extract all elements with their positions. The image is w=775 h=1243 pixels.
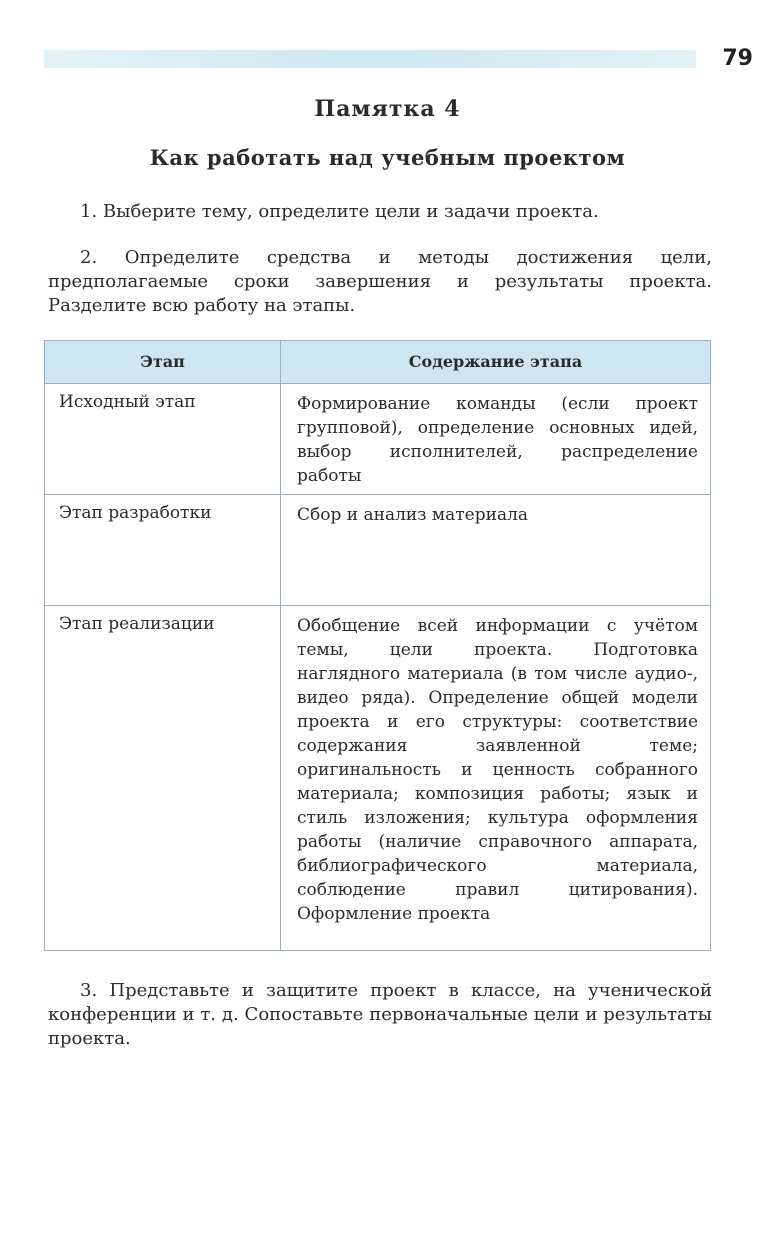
column-header-stage: Этап [45, 341, 281, 384]
stage-name-cell: Этап реализации [45, 606, 281, 951]
column-header-content: Содержание этапа [281, 341, 711, 384]
step-3-text: 3. Представьте и защитите проект в классе, на ученической конференции и т. д. Сопоставьте первоначальные цели и результаты проекта. [48, 980, 712, 1049]
step-1-paragraph [48, 200, 712, 224]
header-decorative-band [44, 50, 696, 68]
stage-name-cell: Этап разработки [45, 495, 281, 606]
project-stages-table [44, 340, 711, 951]
page-number: 79 [722, 46, 753, 71]
table-row [45, 606, 711, 951]
stage-content-cell: Сбор и анализ материала [281, 495, 711, 606]
step-2-text: 2. Определите средства и методы достижения цели, предполагаемые сроки завершения и результаты проекта. Разделите всю работу на этапы. [48, 247, 712, 316]
stage-content-cell: Формирование команды (если проект групповой), определение основных идей, выбор исполнителей, распределение работы [281, 384, 711, 495]
step-1-text: 1. Выберите тему, определите цели и задачи проекта. [80, 201, 599, 222]
memo-title: Памятка 4 [314, 96, 461, 122]
table-row [45, 384, 711, 495]
stage-name-cell: Исходный этап [45, 384, 281, 495]
step-2-paragraph [48, 246, 712, 318]
memo-subtitle: Как работать над учебным проектом [149, 145, 626, 170]
table-header-row [45, 341, 711, 384]
stage-content-cell: Обобщение всей информации с учётом темы, цели проекта. Подготовка наглядного материала (в том числе аудио-, видео ряда). Определение общей модели проекта и его структуры: соответствие содержания заявленной теме; оригинальность и ценность собранного материала; композиция работы; язык и стиль изложения; культура оформления работы (наличие справочного аппарата, библиографического материала, соблюдение правил цитирования). Оформление проекта [281, 606, 711, 951]
table-row [45, 495, 711, 606]
step-3-paragraph [48, 979, 712, 1051]
